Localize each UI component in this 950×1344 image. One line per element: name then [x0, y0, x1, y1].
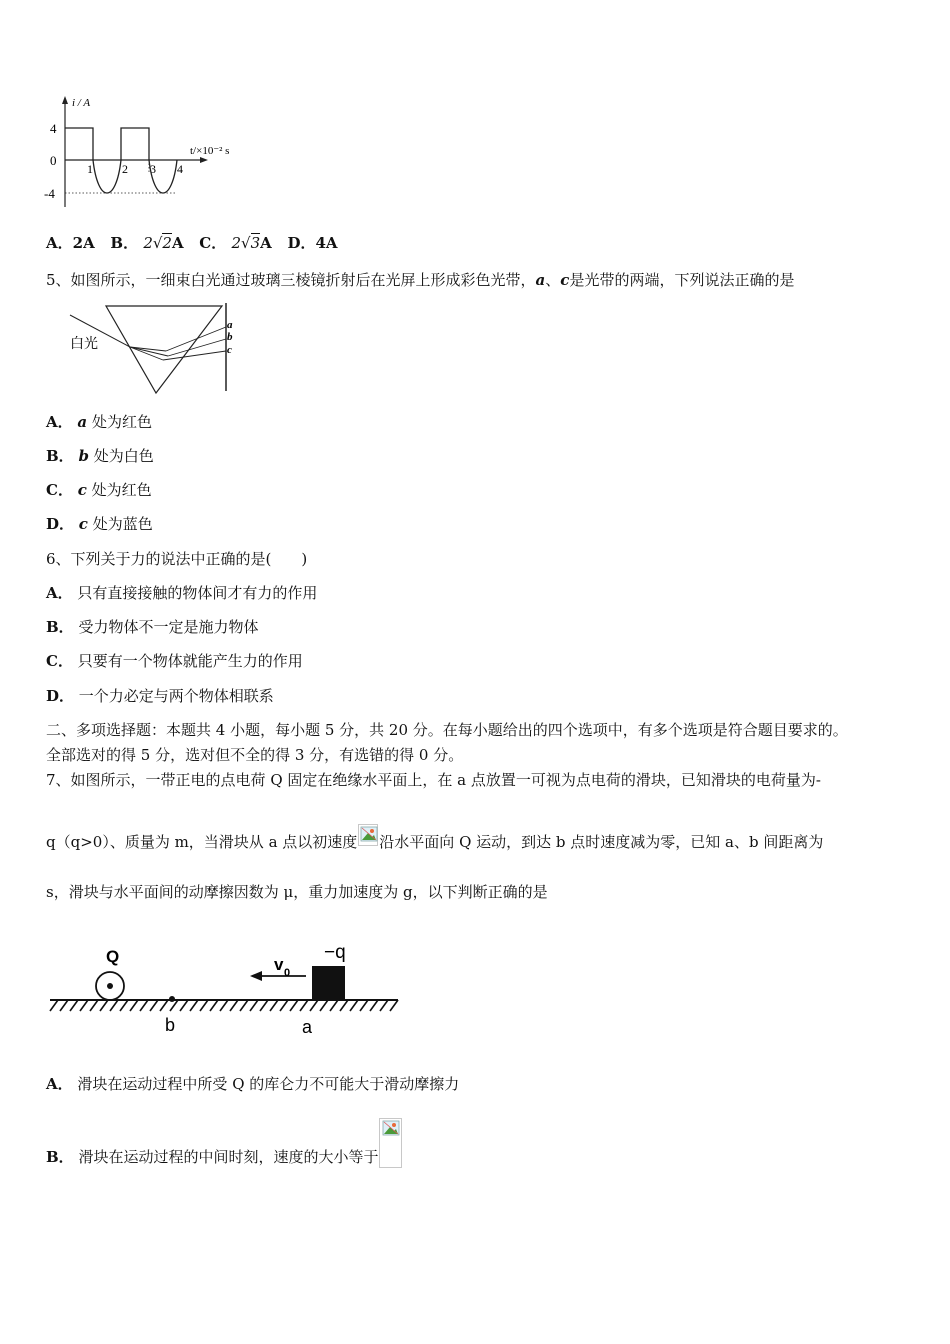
- point-a-label: a: [302, 1017, 313, 1037]
- q4-option-b-radical: 2√2: [143, 234, 172, 252]
- point-b-dot: [169, 996, 175, 1002]
- velocity-subscript: 0: [284, 967, 291, 979]
- positive-pulse-2: [121, 128, 149, 160]
- x-axis-arrow: [200, 157, 208, 163]
- negative-halfwave-1: [93, 160, 121, 193]
- q4-option-c-label: C．: [199, 234, 227, 252]
- section2-instructions-line2: 全部选对的得 5 分，选对但不全的得 3 分，有选错的得 0 分。: [46, 746, 464, 764]
- screen-label-c: c: [227, 344, 232, 356]
- x-tick-1: 1: [87, 162, 93, 176]
- y-axis-label: i / A: [72, 97, 91, 109]
- q4-options: [46, 232, 338, 254]
- q4-option-b-label: B．: [110, 234, 139, 252]
- q6-option-a[interactable]: A． 只有直接接触的物体间才有力的作用: [46, 584, 318, 602]
- x-tick-2: 2: [122, 162, 128, 176]
- q6-stem: 6、下列关于力的说法中正确的是( ): [46, 550, 308, 568]
- q4-option-b-unit: A: [171, 234, 184, 252]
- slider-block: [312, 966, 345, 1000]
- point-b-label: b: [165, 1015, 176, 1035]
- q4-option-c-unit: A: [260, 234, 272, 252]
- positive-pulse-1: [65, 128, 93, 160]
- broken-image-icon: [358, 824, 378, 846]
- y-tick-4: 4: [50, 121, 57, 136]
- charge-neg-q-label: −q: [324, 942, 346, 963]
- q5-option-d[interactable]: D． c 处为蓝色: [46, 515, 153, 533]
- q7-figure: [44, 938, 404, 1040]
- prism-triangle: [106, 306, 222, 393]
- q7-option-a[interactable]: A． 滑块在运动过程中所受 Q 的库仑力不可能大于滑动摩擦力: [46, 1075, 460, 1093]
- y-tick-neg4: -4: [44, 186, 55, 201]
- current-time-graph: [40, 92, 260, 217]
- q4-option-c-radical: 2√3: [231, 234, 261, 252]
- velocity-v-label: v: [274, 955, 284, 974]
- screen-label-a: a: [227, 319, 233, 331]
- x-tick-3: 3: [150, 162, 156, 176]
- section2-instructions-line1: 二、多项选择题：本题共 4 小题，每小题 5 分，共 20 分。在每小题给出的四个选项中，有多个选项是符合题目要求的。: [46, 721, 848, 739]
- broken-image-icon: [379, 1118, 402, 1168]
- prism-figure: [64, 303, 244, 395]
- white-light-label: 白光: [70, 336, 98, 352]
- q7-stem-line1: 7、如图所示，一带正电的点电荷 Q 固定在绝缘水平面上，在 a 点放置一可视为点电荷的滑块，已知滑块的电荷量为-: [46, 771, 821, 789]
- q5-option-b[interactable]: B． b 处为白色: [46, 447, 154, 465]
- emergent-ray-c: [163, 351, 226, 360]
- q4-option-d-value: 4A: [315, 234, 338, 252]
- emergent-ray-b: [168, 339, 226, 356]
- ground-hatching: [50, 1000, 398, 1011]
- q7-stem-line2: q（q>0）、质量为 m，当滑块从 a 点以初速度 沿水平面向 Q 运动，到达 b 点时速度减为零，已知 a、b 间距离为: [46, 831, 823, 854]
- q6-option-c[interactable]: C． 只要有一个物体就能产生力的作用: [46, 652, 303, 670]
- y-tick-0: 0: [50, 153, 57, 168]
- q6-option-d[interactable]: D． 一个力必定与两个物体相联系: [46, 687, 274, 705]
- q7-option-b[interactable]: B． 滑块在运动过程的中间时刻，速度的大小等于: [46, 1133, 402, 1183]
- q4-option-a-value: 2A: [72, 234, 95, 252]
- charge-Q-label: Q: [106, 947, 120, 966]
- screen-label-b: b: [227, 331, 233, 343]
- charge-Q-dot: [107, 983, 113, 989]
- q4-option-a-label: A．: [46, 234, 73, 252]
- q5-option-c[interactable]: C． c 处为红色: [46, 481, 152, 499]
- q4-option-d-label: D．: [287, 234, 316, 252]
- q5-option-a[interactable]: A． a 处为红色: [46, 413, 152, 431]
- q7-stem-line3: s，滑块与水平面间的动摩擦因数为 μ，重力加速度为 g，以下判断正确的是: [46, 883, 548, 901]
- x-axis-label: t/×10⁻² s: [190, 145, 230, 157]
- y-axis-arrow: [62, 96, 68, 104]
- q5-stem: 5、如图所示，一细束白光通过玻璃三棱镜折射后在光屏上形成彩色光带，a、c是光带的两端，下列说法正确的是: [46, 271, 795, 289]
- velocity-arrow-head: [250, 971, 262, 981]
- x-tick-4: 4: [177, 162, 183, 176]
- q6-option-b[interactable]: B． 受力物体不一定是施力物体: [46, 618, 259, 636]
